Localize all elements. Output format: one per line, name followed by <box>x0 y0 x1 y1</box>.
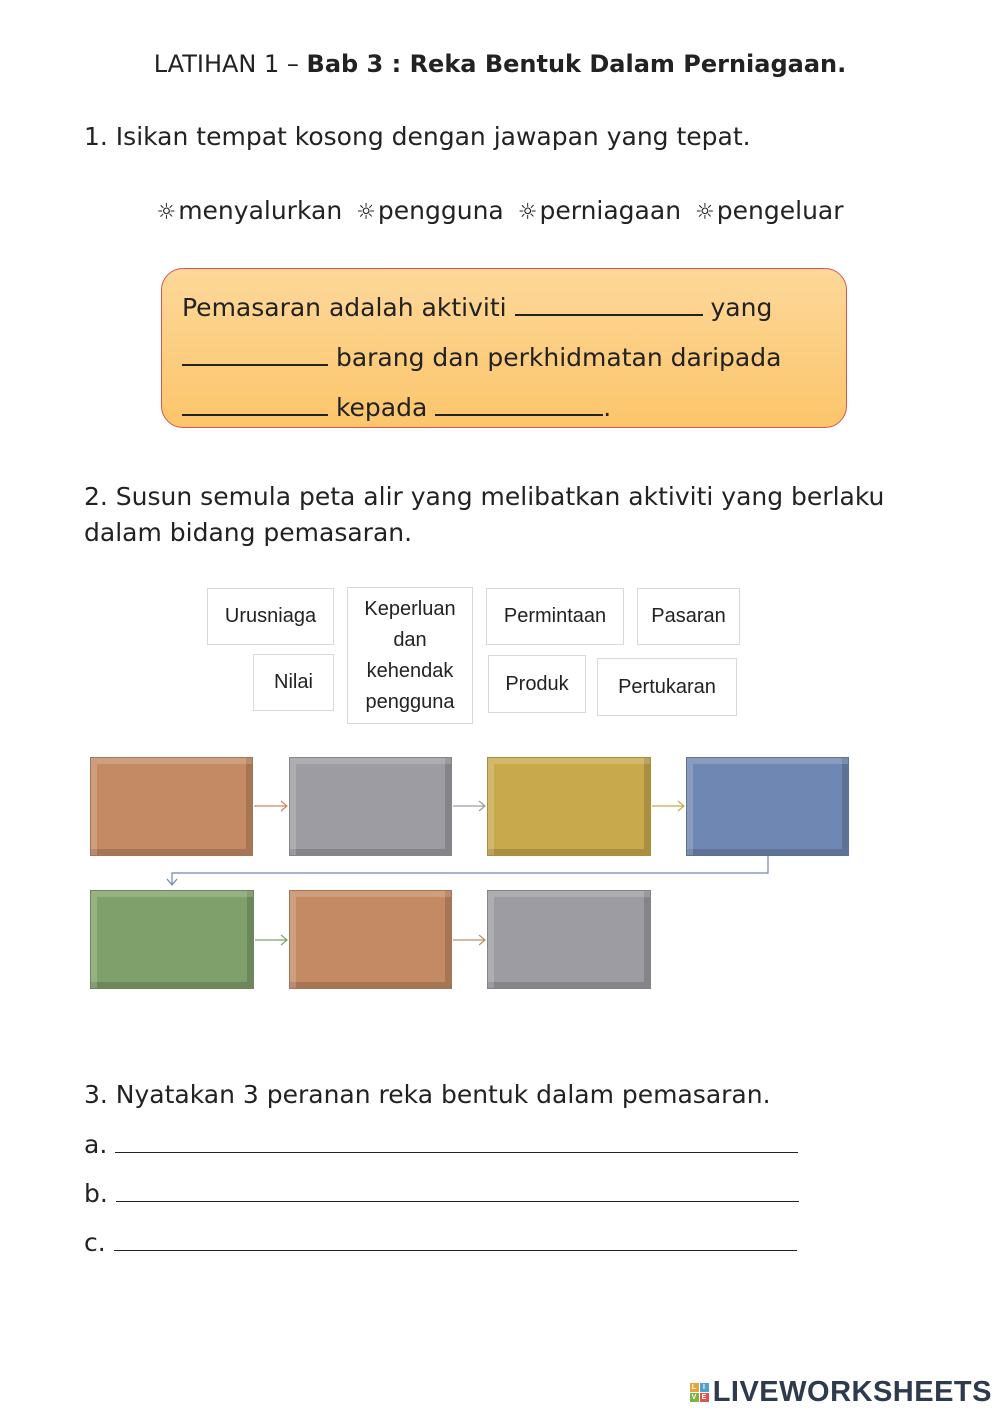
flow-arrows <box>0 740 1000 1000</box>
logo-text: LIVEWORKSHEETS <box>712 1376 992 1408</box>
title-prefix: LATIHAN 1 – <box>153 50 307 78</box>
word-bank-item[interactable]: ☼perniagaan <box>517 196 682 225</box>
answer-input-a[interactable] <box>115 1132 798 1153</box>
card-keperluan-dan-kehendak-pengguna[interactable]: Keperluan dan kehendak pengguna <box>347 587 473 724</box>
card-pasaran[interactable]: Pasaran <box>637 588 740 645</box>
word-bank-item[interactable]: ☼pengeluar <box>695 196 844 225</box>
arrow-right-icon <box>255 935 287 945</box>
card-nilai[interactable]: Nilai <box>253 654 334 711</box>
word-bank-item[interactable]: ☼menyalurkan <box>156 196 343 225</box>
passage-text: yang <box>710 293 773 322</box>
arrow-right-icon <box>652 801 684 811</box>
fill-in-passage: Pemasaran adalah aktiviti yang barang dan perkhidmatan daripada kepada . <box>161 268 847 428</box>
passage-text: barang dan perkhidmatan daripada <box>335 343 782 372</box>
card-permintaan[interactable]: Permintaan <box>486 588 624 645</box>
answer-input-b[interactable] <box>116 1181 799 1202</box>
liveworksheets-logo <box>690 1376 992 1409</box>
question-1: 1. Isikan tempat kosong dengan jawapan yang tepat. <box>84 122 751 151</box>
logo-mark-icon: L I V E <box>691 1384 707 1401</box>
answer-blank-1[interactable] <box>515 292 703 316</box>
arrow-right-icon <box>453 935 485 945</box>
word-bank-item[interactable]: ☼pengguna <box>356 196 504 225</box>
question-3: 3. Nyatakan 3 peranan reka bentuk dalam pemasaran. <box>84 1080 771 1109</box>
question-2: 2. Susun semula peta alir yang melibatkan aktiviti yang berlaku dalam bidang pemasaran. <box>84 482 885 547</box>
sun-icon: ☼ <box>356 200 376 225</box>
answer-line-b: b. <box>84 1179 799 1208</box>
arrow-right-icon <box>453 801 485 811</box>
worksheet-title <box>0 50 1000 78</box>
sun-icon: ☼ <box>695 200 715 225</box>
answer-input-c[interactable] <box>114 1230 797 1251</box>
answer-blank-4[interactable] <box>435 392 603 416</box>
sun-icon: ☼ <box>517 200 538 225</box>
arrow-right-icon <box>254 801 287 811</box>
title-bold: Bab 3 : Reka Bentuk Dalam Perniagaan. <box>306 50 847 78</box>
answer-blank-3[interactable] <box>182 392 328 416</box>
passage-text: Pemasaran adalah aktiviti <box>182 293 507 322</box>
card-produk[interactable]: Produk <box>488 655 586 713</box>
card-urusniaga[interactable]: Urusniaga <box>207 588 334 645</box>
answer-line-a: a. <box>84 1130 798 1159</box>
word-bank <box>0 196 1000 225</box>
sun-icon: ☼ <box>156 200 177 225</box>
passage-text: kepada <box>335 393 428 422</box>
answer-blank-2[interactable] <box>182 342 328 366</box>
card-pertukaran[interactable]: Pertukaran <box>597 658 737 716</box>
arrow-wrap-icon <box>167 856 768 885</box>
answer-line-c: c. <box>84 1228 797 1257</box>
